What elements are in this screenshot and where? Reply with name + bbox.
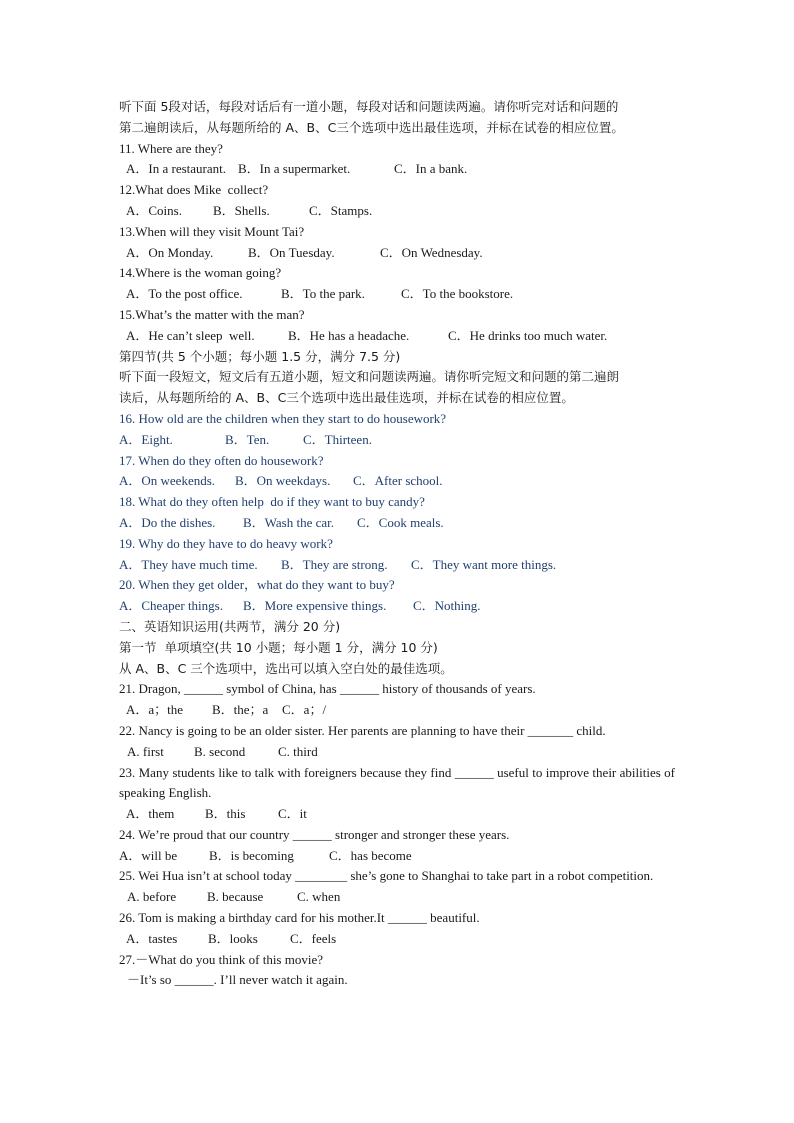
question-12: 12.What does Mike collect?	[119, 182, 269, 198]
option-c: C．Stamps.	[309, 202, 373, 218]
option-b: B. because	[207, 889, 264, 905]
option-c: C．Thirteen.	[303, 431, 372, 447]
option-a: A. first	[127, 743, 164, 759]
section4-title: 第四节(共 5 个小题；每小题 1.5 分，满分 7.5 分)	[119, 348, 401, 364]
question-19: 19. Why do they have to do heavy work?	[119, 535, 333, 551]
option-b: B．Ten.	[225, 431, 270, 447]
question-12-options	[119, 201, 675, 222]
section3-instruction-line1: 听下面 5段对话，每段对话后有一道小题，每段对话和问题读两遍。请你听完对话和问题的	[119, 99, 619, 114]
option-a: A．On Monday.	[126, 244, 214, 260]
option-a: A．Coins.	[126, 202, 182, 218]
option-c: C．it	[278, 806, 307, 822]
option-c: C．Nothing.	[413, 598, 481, 614]
option-c: C．a；/	[282, 702, 327, 718]
question-24-options	[119, 846, 675, 867]
question-14-options	[119, 284, 675, 305]
question-27: 27.－What do you think of this movie?	[119, 951, 324, 967]
option-a: A．Eight.	[119, 431, 173, 447]
question-11: 11. Where are they?	[119, 140, 223, 156]
option-c: C. third	[278, 743, 318, 759]
option-b: B．They are strong.	[281, 556, 388, 572]
option-a: A．Do the dishes.	[119, 514, 216, 530]
option-a: A．They have much time.	[119, 556, 258, 572]
option-c: C．After school.	[353, 473, 443, 489]
question-26-options	[119, 929, 675, 950]
option-a: A．tastes	[126, 930, 178, 946]
section4-instruction-line1: 听下面一段短文，短文后有五道小题，短文和问题读两遍。请你听完短文和问题的第二遍朗	[119, 369, 620, 385]
option-a: A．He can’t sleep well.	[126, 327, 255, 343]
option-b: B．looks	[208, 930, 258, 946]
option-b: B．On Tuesday.	[248, 244, 335, 260]
question-25-options	[119, 887, 675, 908]
option-b: B．On weekdays.	[235, 473, 331, 489]
option-b: B．To the park.	[281, 286, 365, 302]
question-13-options	[119, 243, 675, 264]
question-21: 21. Dragon, ______ symbol of China, has ______ history of thousands of years.	[119, 681, 536, 697]
exam-page	[119, 97, 675, 991]
option-c: C．He drinks too much water.	[448, 327, 608, 343]
option-b: B．the；a	[212, 702, 269, 718]
section4-instruction-line2: 读后，从每题所给的 A、B、C三个选项中选出最佳选项，并标在试卷的相应位置。	[119, 390, 574, 406]
question-22-options	[119, 742, 675, 763]
option-b: B．In a supermarket.	[238, 161, 351, 177]
option-c: C．They want more things.	[411, 556, 557, 572]
question-16-options	[119, 430, 675, 451]
question-19-options	[119, 555, 675, 576]
question-20-options	[119, 596, 675, 617]
question-16: 16. How old are the children when they start to do housework?	[119, 410, 447, 426]
option-a: A．On weekends.	[119, 473, 216, 489]
option-b: B．this	[205, 806, 246, 822]
question-23: 23. Many students like to talk with foreigners because they find ______ useful to improve their abilities of speaking English.	[119, 764, 675, 801]
option-c: C．feels	[290, 930, 337, 946]
option-a: A．Cheaper things.	[119, 598, 223, 614]
question-18: 18. What do they often help do if they want to buy candy?	[119, 494, 425, 510]
question-26: 26. Tom is making a birthday card for his mother.It ______ beautiful.	[119, 910, 480, 926]
question-17: 17. When do they often do housework?	[119, 452, 324, 468]
part2-section1-title: 第一节 单项填空(共 10 小题；每小题 1 分，满分 10 分)	[119, 639, 438, 655]
option-a: A．them	[126, 806, 175, 822]
question-22: 22. Nancy is going to be an older sister. Her parents are planning to have their _______ child.	[119, 722, 606, 738]
option-a: A．To the post office.	[126, 286, 243, 302]
question-13: 13.When will they visit Mount Tai?	[119, 223, 305, 239]
option-b: B．is becoming	[209, 847, 294, 863]
option-c: C．To the bookstore.	[401, 286, 514, 302]
option-b: B. second	[194, 743, 246, 759]
option-a: A．In a restaurant.	[126, 161, 226, 177]
option-c: C．In a bank.	[394, 161, 468, 177]
question-24: 24. We’re proud that our country ______ stronger and stronger these years.	[119, 826, 510, 842]
option-c: C．has become	[329, 847, 412, 863]
option-b: B．More expensive things.	[243, 598, 387, 614]
option-a: A．will be	[119, 847, 178, 863]
option-b: B．He has a headache.	[288, 327, 410, 343]
option-c: C．On Wednesday.	[380, 244, 483, 260]
option-b: B．Shells.	[213, 202, 270, 218]
question-11-options	[119, 159, 675, 180]
question-18-options	[119, 513, 675, 534]
question-15-options	[119, 326, 675, 347]
section3-instruction-line2: 第二遍朗读后，从每题所给的 A、B、C三个选项中选出最佳选项，并标在试卷的相应位置。	[119, 119, 624, 135]
question-15: 15.What’s the matter with the man?	[119, 306, 305, 322]
question-20: 20. When they get older，what do they want to buy?	[119, 577, 395, 593]
question-25: 25. Wei Hua isn’t at school today ________ she’s gone to Shanghai to take part in a robot competition.	[119, 868, 654, 884]
question-23-options	[119, 804, 675, 825]
part2-section1-instruction: 从 A、B、C 三个选项中，选出可以填入空白处的最佳选项。	[119, 660, 453, 676]
option-c: C. when	[297, 889, 341, 905]
option-a: A. before	[127, 889, 177, 905]
part2-title: 二、英语知识运用(共两节，满分 20 分)	[119, 618, 341, 634]
option-a: A．a；the	[126, 702, 184, 718]
question-14: 14.Where is the woman going?	[119, 265, 282, 281]
question-27-reply: －It’s so ______. I’ll never watch it again.	[127, 972, 348, 988]
question-17-options	[119, 471, 675, 492]
question-21-options	[119, 700, 675, 721]
option-b: B．Wash the car.	[243, 514, 335, 530]
option-c: C．Cook meals.	[357, 514, 444, 530]
